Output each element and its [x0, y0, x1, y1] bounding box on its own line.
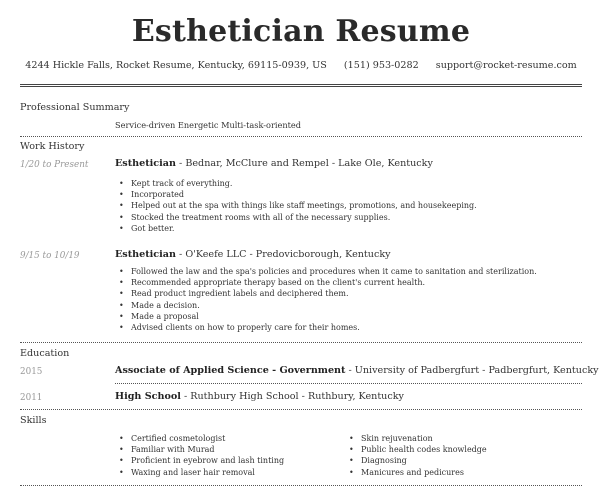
job-employer: - Bednar, McClure and Rempel - Lake Ole, Kentucky	[175, 158, 433, 169]
skills-list-right	[349, 433, 487, 478]
education-heading: Education	[20, 348, 70, 359]
list-item: • Stocked the treatment rooms with all of the necessary supplies.	[119, 212, 477, 223]
section-divider	[20, 136, 582, 137]
school: - University of Padbergfurt - Padbergfurt, Kentucky	[345, 365, 599, 376]
job-heading	[115, 158, 433, 169]
list-item: • Certified cosmetologist	[119, 433, 284, 444]
education-entry	[115, 391, 404, 402]
email: support@rocket-resume.com	[435, 60, 577, 71]
job-dates: 9/15 to 10/19	[20, 251, 80, 261]
job-employer: - O'Keefe LLC - Predovicborough, Kentucky	[175, 249, 391, 260]
entry-divider	[115, 383, 582, 384]
section-divider	[20, 409, 582, 410]
job-title: Esthetician	[115, 158, 176, 169]
list-item: • Public health codes knowledge	[349, 444, 487, 455]
list-item: • Kept track of everything.	[119, 178, 477, 189]
job-title: Esthetician	[115, 249, 176, 260]
job-bullets	[119, 178, 477, 234]
list-item: • Familiar with Murad	[119, 444, 284, 455]
education-year: 2015	[20, 367, 43, 377]
list-item: • Followed the law and the spa's policies and procedures when it came to sanitation and sterilization.	[119, 266, 537, 277]
education-entry	[115, 365, 599, 376]
resume-title: Esthetician Resume	[131, 14, 471, 49]
list-item: • Made a proposal	[119, 311, 537, 322]
summary-heading: Professional Summary	[20, 102, 130, 113]
section-divider	[20, 485, 582, 486]
list-item: • Incorporated	[119, 189, 477, 200]
list-item: • Read product ingredient labels and deciphered them.	[119, 288, 537, 299]
list-item: • Made a decision.	[119, 300, 537, 311]
list-item: • Waxing and laser hair removal	[119, 467, 284, 478]
job-dates: 1/20 to Present	[20, 160, 89, 170]
job-bullets	[119, 266, 537, 333]
skills-list-left	[119, 433, 284, 478]
degree: Associate of Applied Science - Government	[115, 365, 346, 376]
phone: (151) 953-0282	[343, 60, 419, 71]
list-item: • Diagnosing	[349, 455, 487, 466]
list-item: • Skin rejuvenation	[349, 433, 487, 444]
list-item: • Helped out at the spa with things like staff meetings, promotions, and housekeeping.	[119, 200, 477, 211]
list-item: • Proficient in eyebrow and lash tinting	[119, 455, 284, 466]
skills-heading: Skills	[20, 415, 47, 426]
school: - Ruthbury High School - Ruthbury, Kentucky	[180, 391, 404, 402]
degree: High School	[115, 391, 181, 402]
summary-text: Service-driven Energetic Multi-task-oriented	[115, 120, 301, 130]
job-heading	[115, 249, 391, 260]
address: 4244 Hickle Falls, Rocket Resume, Kentucky, 69115-0939, US	[25, 60, 327, 71]
education-year: 2011	[20, 393, 43, 403]
section-divider	[20, 342, 582, 343]
list-item: • Manicures and pedicures	[349, 467, 487, 478]
list-item: • Recommended appropriate therapy based on the client's current health.	[119, 277, 537, 288]
contact-line	[0, 60, 602, 71]
header-divider	[20, 84, 582, 87]
list-item: • Advised clients on how to properly care for their homes.	[119, 322, 537, 333]
work-history-heading: Work History	[20, 141, 85, 152]
list-item: • Got better.	[119, 223, 477, 234]
